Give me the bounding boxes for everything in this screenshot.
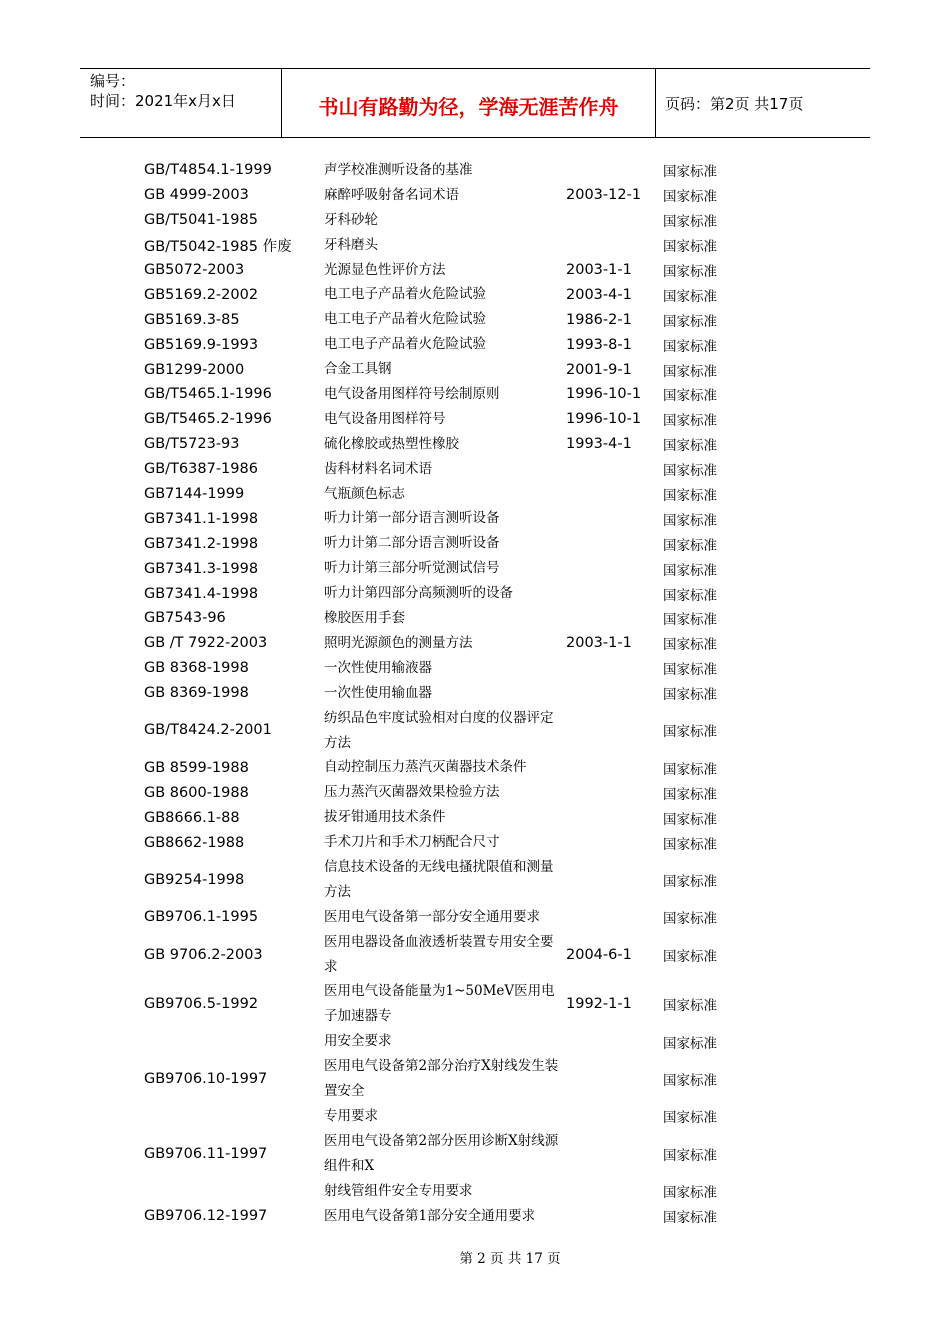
standard-date	[566, 1029, 656, 1054]
standard-name: 拔牙钳通用技术条件	[324, 809, 446, 826]
standard-type: 国家标准	[663, 637, 717, 654]
table-row	[0, 506, 950, 531]
standard-type: 国家标准	[663, 1110, 717, 1127]
standard-date: 2001-9-1	[566, 361, 632, 378]
standard-name: 电气设备用图样符号	[324, 410, 446, 427]
standard-type: 国家标准	[663, 911, 717, 928]
standard-name: 纺织品色牢度试验相对白度的仪器评定方法	[324, 709, 554, 751]
standard-code: GB/T5723-93	[144, 436, 240, 453]
standard-date	[566, 706, 656, 756]
table-row	[0, 556, 950, 581]
standard-date: 2003-12-1	[566, 187, 642, 204]
standard-name: 牙科磨头	[324, 236, 378, 253]
standard-code	[144, 1104, 319, 1129]
standard-code: GB/T5465.2-1996	[144, 411, 272, 428]
standard-date	[566, 581, 656, 606]
table-row	[0, 432, 950, 457]
standard-name: 自动控制压力蒸汽灭菌器技术条件	[324, 759, 527, 776]
standard-type: 国家标准	[663, 761, 717, 778]
standard-code: GB 8369-1998	[144, 685, 249, 702]
standard-name: 橡胶医用手套	[324, 610, 405, 627]
table-row	[0, 1054, 950, 1104]
standard-date: 2003-1-1	[566, 262, 632, 278]
standard-date	[566, 805, 656, 830]
standard-type: 国家标准	[663, 1185, 717, 1202]
standard-code: GB/T6387-1986	[144, 461, 258, 478]
standard-code: GB/T5041-1985	[144, 212, 258, 229]
serial-label: 编号：	[90, 72, 136, 90]
standard-date: 2003-4-1	[566, 286, 632, 303]
page-footer: 第 2 页 共 17 页	[459, 1251, 561, 1267]
standard-type: 国家标准	[663, 413, 717, 430]
standard-date	[566, 1179, 656, 1204]
header-motto: 书山有路勤为径，学海无涯苦作舟	[318, 95, 619, 119]
standard-date	[566, 1129, 656, 1179]
standard-type: 国家标准	[663, 562, 717, 579]
standard-name: 射线管组件安全专用要求	[324, 1182, 473, 1199]
standard-date	[566, 656, 656, 681]
standard-code: GB/T5042-1985 作废	[144, 238, 292, 255]
standard-code: GB8666.1-88	[144, 809, 240, 826]
standard-name: 齿科材料名词术语	[324, 460, 432, 477]
table-row	[0, 755, 950, 780]
standard-date: 1993-8-1	[566, 336, 632, 353]
standard-code: GB9706.5-1992	[144, 996, 259, 1013]
table-row	[0, 482, 950, 507]
table-row	[0, 282, 950, 307]
standard-type: 国家标准	[663, 687, 717, 704]
standard-name: 医用电气设备第一部分安全通用要求	[324, 908, 540, 925]
standard-date	[566, 780, 656, 805]
standard-type: 国家标准	[663, 587, 717, 604]
standard-date	[566, 457, 656, 482]
standard-date	[566, 755, 656, 780]
standard-date	[566, 556, 656, 581]
table-row	[0, 606, 950, 631]
standard-type: 国家标准	[663, 164, 717, 181]
standard-type: 国家标准	[663, 1073, 717, 1090]
table-row	[0, 531, 950, 556]
standard-date: 1996-10-1	[566, 411, 642, 428]
standard-name: 电工电子产品着火危险试验	[324, 286, 486, 303]
standard-name: 用安全要求	[324, 1033, 392, 1050]
table-row	[0, 183, 950, 208]
time-label: 时间：2021年x月x日	[90, 92, 236, 110]
standard-type: 国家标准	[663, 836, 717, 853]
standard-name: 硫化橡胶或热塑性橡胶	[324, 435, 459, 452]
standard-code: GB7543-96	[144, 610, 226, 627]
table-row	[0, 681, 950, 706]
standard-date	[566, 606, 656, 631]
standard-date	[566, 506, 656, 531]
standard-date	[566, 482, 656, 507]
standard-name: 医用电气设备第2部分医用诊断X射线源组件和X	[324, 1132, 559, 1174]
standard-name: 电气设备用图样符号绘制原则	[324, 386, 500, 403]
standard-code: GB 8599-1988	[144, 759, 249, 776]
standard-type: 国家标准	[663, 612, 717, 629]
standard-code: GB9254-1998	[144, 871, 245, 888]
standard-code: GB7144-1999	[144, 486, 245, 503]
standard-type: 国家标准	[663, 811, 717, 828]
standard-date: 1986-2-1	[566, 311, 632, 328]
standard-code: GB5169.2-2002	[144, 286, 259, 303]
header-divider	[655, 69, 656, 137]
standard-type: 国家标准	[663, 313, 717, 330]
standard-type: 国家标准	[663, 662, 717, 679]
standard-code	[144, 1029, 319, 1054]
standard-code: GB9706.11-1997	[144, 1145, 268, 1162]
standard-code: GB 8600-1988	[144, 784, 249, 801]
table-row	[0, 780, 950, 805]
table-row	[0, 307, 950, 332]
standard-code: GB/T4854.1-1999	[144, 162, 272, 179]
standard-type: 国家标准	[663, 363, 717, 380]
table-row	[0, 258, 950, 283]
standard-date	[566, 1204, 656, 1229]
standard-code: GB 9706.2-2003	[144, 946, 263, 963]
table-row	[0, 1029, 950, 1054]
standard-date	[566, 1104, 656, 1129]
standard-date: 1992-1-1	[566, 996, 632, 1013]
standard-code: GB 4999-2003	[144, 187, 249, 204]
page-header	[80, 68, 870, 138]
standard-type: 国家标准	[663, 463, 717, 480]
standard-date: 2003-1-1	[566, 635, 632, 652]
header-page-info: 页码：第2页 共17页	[665, 95, 804, 113]
standard-date	[566, 208, 656, 233]
table-row	[0, 855, 950, 905]
table-row	[0, 382, 950, 407]
standard-type: 国家标准	[663, 388, 717, 405]
standard-code: GB/T5465.1-1996	[144, 386, 272, 403]
standard-date: 2004-6-1	[566, 946, 632, 963]
standard-name: 听力计第三部分听觉测试信号	[324, 560, 500, 577]
table-row	[0, 805, 950, 830]
standard-name: 电工电子产品着火危险试验	[324, 336, 486, 353]
standard-name: 医用电气设备第1部分安全通用要求	[324, 1207, 536, 1224]
standard-type: 国家标准	[663, 1147, 717, 1164]
standard-date	[566, 1054, 656, 1104]
standard-type: 国家标准	[663, 948, 717, 965]
standard-date: 1993-4-1	[566, 436, 632, 453]
table-row	[0, 407, 950, 432]
standard-type: 国家标准	[663, 537, 717, 554]
standard-code: GB /T 7922-2003	[144, 635, 268, 652]
standard-name: 麻醉呼吸射备名词术语	[324, 186, 459, 203]
table-row	[0, 706, 950, 756]
standard-type: 国家标准	[663, 288, 717, 305]
table-row	[0, 830, 950, 855]
standard-name: 气瓶颜色标志	[324, 485, 405, 502]
standard-name: 信息技术设备的无线电搔扰限值和测量方法	[324, 858, 554, 900]
standard-name: 牙科砂轮	[324, 211, 378, 228]
standard-date	[566, 830, 656, 855]
standard-name: 光源显色性评价方法	[324, 261, 446, 278]
standard-type: 国家标准	[663, 189, 717, 206]
table-row	[0, 656, 950, 681]
standard-code: GB5072-2003	[144, 262, 245, 278]
table-row	[0, 979, 950, 1029]
standard-name: 电工电子产品着火危险试验	[324, 311, 486, 328]
standard-type: 国家标准	[663, 998, 717, 1015]
standard-date	[566, 233, 656, 258]
standard-name: 听力计第一部分语言测听设备	[324, 510, 500, 527]
standard-type: 国家标准	[663, 264, 717, 280]
standard-code: GB5169.9-1993	[144, 336, 259, 353]
standard-name: 合金工具钢	[324, 361, 392, 378]
standards-table	[0, 158, 950, 1228]
standard-type: 国家标准	[663, 786, 717, 803]
standard-name: 声学校准测听设备的基准	[324, 162, 473, 178]
standard-code: GB9706.12-1997	[144, 1207, 268, 1224]
standard-date	[566, 531, 656, 556]
standard-name: 压力蒸汽灭菌器效果检验方法	[324, 784, 500, 801]
table-row	[0, 233, 950, 258]
table-row	[0, 158, 950, 183]
standard-type: 国家标准	[663, 438, 717, 455]
standard-type: 国家标准	[663, 873, 717, 890]
standard-code: GB9706.1-1995	[144, 909, 259, 926]
table-row	[0, 457, 950, 482]
standard-type: 国家标准	[663, 1035, 717, 1052]
standard-name: 听力计第四部分高频测听的设备	[324, 585, 513, 602]
standard-type: 国家标准	[663, 239, 717, 256]
standard-code: GB/T8424.2-2001	[144, 722, 272, 739]
table-row	[0, 1179, 950, 1204]
table-row	[0, 905, 950, 930]
standard-date: 1996-10-1	[566, 386, 642, 403]
table-row	[0, 631, 950, 656]
standard-name: 一次性使用输血器	[324, 684, 432, 701]
standard-name: 听力计第二部分语言测听设备	[324, 535, 500, 552]
standard-type: 国家标准	[663, 338, 717, 355]
table-row	[0, 1129, 950, 1179]
standard-name: 医用电器设备血液透析装置专用安全要求	[324, 933, 554, 975]
standard-code: GB9706.10-1997	[144, 1071, 268, 1088]
standard-code: GB5169.3-85	[144, 311, 240, 328]
standard-code: GB7341.4-1998	[144, 585, 259, 602]
table-row	[0, 332, 950, 357]
standard-name: 手术刀片和手术刀柄配合尺寸	[324, 834, 500, 851]
standard-name: 医用电气设备能量为1~50MeV医用电子加速器专	[324, 983, 555, 1025]
standard-date	[566, 158, 656, 183]
standard-type: 国家标准	[663, 724, 717, 741]
standard-name: 一次性使用输液器	[324, 659, 432, 676]
standard-code: GB1299-2000	[144, 361, 245, 378]
standard-code: GB 8368-1998	[144, 660, 249, 677]
standard-type: 国家标准	[663, 512, 717, 529]
standard-code: GB7341.3-1998	[144, 560, 259, 577]
table-row	[0, 1204, 950, 1229]
table-row	[0, 581, 950, 606]
table-row	[0, 208, 950, 233]
standard-code: GB8662-1988	[144, 834, 245, 851]
standard-name: 专用要求	[324, 1107, 378, 1124]
standard-code: GB7341.1-1998	[144, 510, 259, 527]
standard-name: 医用电气设备第2部分治疗X射线发生装置安全	[324, 1058, 559, 1100]
standard-name: 照明光源颜色的测量方法	[324, 634, 473, 651]
standard-date	[566, 855, 656, 905]
standard-code	[144, 1179, 319, 1204]
table-row	[0, 1104, 950, 1129]
standard-date	[566, 681, 656, 706]
standard-date	[566, 905, 656, 930]
header-meta	[90, 71, 236, 111]
standard-type: 国家标准	[663, 1209, 717, 1226]
standard-type: 国家标准	[663, 488, 717, 505]
standard-code: GB7341.2-1998	[144, 535, 259, 552]
standard-type: 国家标准	[663, 214, 717, 231]
table-row	[0, 357, 950, 382]
table-row	[0, 930, 950, 980]
